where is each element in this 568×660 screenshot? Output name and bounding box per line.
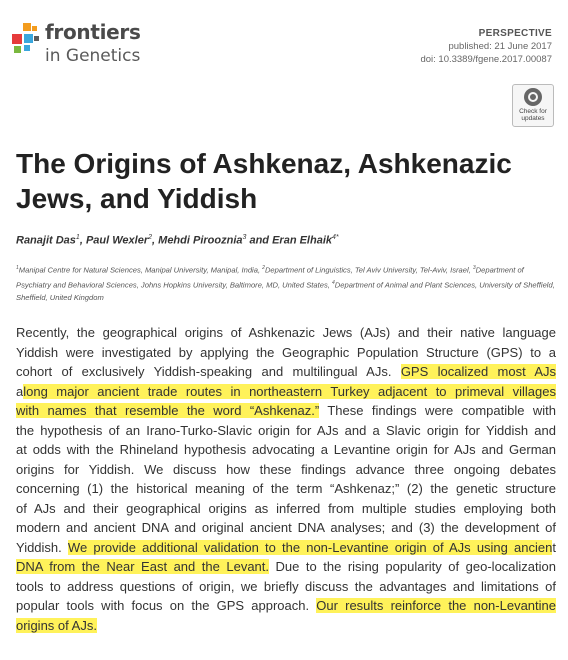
author-separator: and [246,234,273,247]
affiliation-2: Department of Linguistics, Tel Aviv University, Tel-Aviv, Israel, [264,265,473,275]
abstract-line: the hypothesis of an Irano-Turko-Slavic origin for AJs and a Slavic origin for Yiddish and [16,422,556,438]
abstract-line: DNA from the Near East and the Levant. Due to the rising popularity of geo-localization [16,559,556,574]
affiliation-1: Manipal Centre for Natural Sciences, Manipal University, Manipal, India, [18,265,263,275]
abstract-line: cohort of exclusively Yiddish-speaking and multilingual AJs. GPS localized most AJs [16,364,557,379]
author-name[interactable]: Eran Elhaik [272,234,332,247]
frontiers-logo-icon [12,20,40,54]
abstract-line: of AJs and their geographical origins as inferred from multiple studies employing both [16,500,556,516]
author-sup: 1 [75,234,80,241]
highlight[interactable]: We provide additional validation to the non-Levantine origin of AJs using ancien [67,539,553,555]
journal-name: frontiers [45,20,141,44]
author-separator: , [152,234,159,247]
affiliation-3: Department of Psychiatry and Behavioral Sciences, Johns Hopkins University, Baltimore, MD, United States, [16,265,524,290]
affiliation-sup: 2 [262,265,265,271]
abstract-line: Yiddish. We provide additional validation to the non-Levantine origin of AJs using ancient [16,539,556,555]
article-meta [420,28,552,66]
published-date: published: 21 June 2017 [448,41,552,52]
abstract-line: origins for Yiddish. We discuss how these findings advance three ongoing debates [16,461,556,477]
abstract-line: with names that resemble the word “Ashkenaz.” These findings were compatible with [16,403,556,418]
article-title [16,146,556,216]
author-sup: 4* [332,234,339,241]
article-type: PERSPECTIVE [478,28,552,39]
highlight[interactable]: Our results reinforce the non-Levantine [316,598,556,613]
abstract-line: concerning (1) the historical meaning of the term “Ashkenaz;” (2) the genetic structure [16,481,556,496]
abstract-line: Yiddish were investigated by applying the Geographic Population Structure (GPS) to a [16,344,556,360]
title-line-1: The Origins of Ashkenaz, Ashkenazic [16,148,512,179]
highlight[interactable]: GPS localized most AJs [400,364,557,379]
doi-link[interactable]: doi: 10.3389/fgene.2017.00087 [420,54,552,65]
author-name[interactable]: Paul Wexler [85,234,149,247]
abstract-line [16,616,556,636]
affiliation-sup: 3 [472,265,476,271]
highlight[interactable]: with names that resemble the word “Ashkenaz.” [16,403,320,418]
abstract-line: at odds with the Rhineland hypothesis advocating a Levantine origin for AJs and German [16,442,556,457]
abstract-line: tools to address questions of origin, we briefly discuss the advantages and limitations of [16,578,556,594]
affiliation-sup: 4 [331,280,335,287]
highlight[interactable]: long major ancient trade routes in northeastern Turkey adjacent to primeval villages [23,383,556,399]
author-name[interactable]: Mehdi Pirooznia [158,234,243,247]
check-for-updates-label: Check for updates [519,108,547,122]
abstract [16,323,556,635]
journal-subname: in Genetics [45,46,141,66]
check-for-updates-button[interactable] [512,84,554,127]
abstract-line: modern and ancient DNA and original ancient DNA analyses; and (3) the development of [16,520,556,535]
highlight[interactable]: origins of AJs. [16,617,97,633]
abstract-line: popular tools with focus on the GPS approach. Our results reinforce the non-Levantine [16,598,556,613]
affiliation-4: Department of Animal and Plant Sciences, University of Sheffield, Sheffield, United Kingdom [16,280,555,303]
affiliations [16,262,556,305]
crossmark-icon [524,88,542,106]
affiliation-sup: 1 [16,265,19,271]
highlight[interactable]: DNA from the Near East and the Levant. [16,559,270,574]
author-sup: 2 [148,234,153,241]
author-list [16,234,339,247]
author-name[interactable]: Ranajit Das [16,234,76,247]
title-line-2: Jews, and Yiddish [16,183,258,214]
abstract-line: Recently, the geographical origins of Ashkenazic Jews (AJs) and their native language [16,325,556,340]
abstract-line: along major ancient trade routes in northeastern Turkey adjacent to primeval villages [16,383,556,399]
author-separator: , [79,234,86,247]
author-sup: 3 [242,234,247,241]
